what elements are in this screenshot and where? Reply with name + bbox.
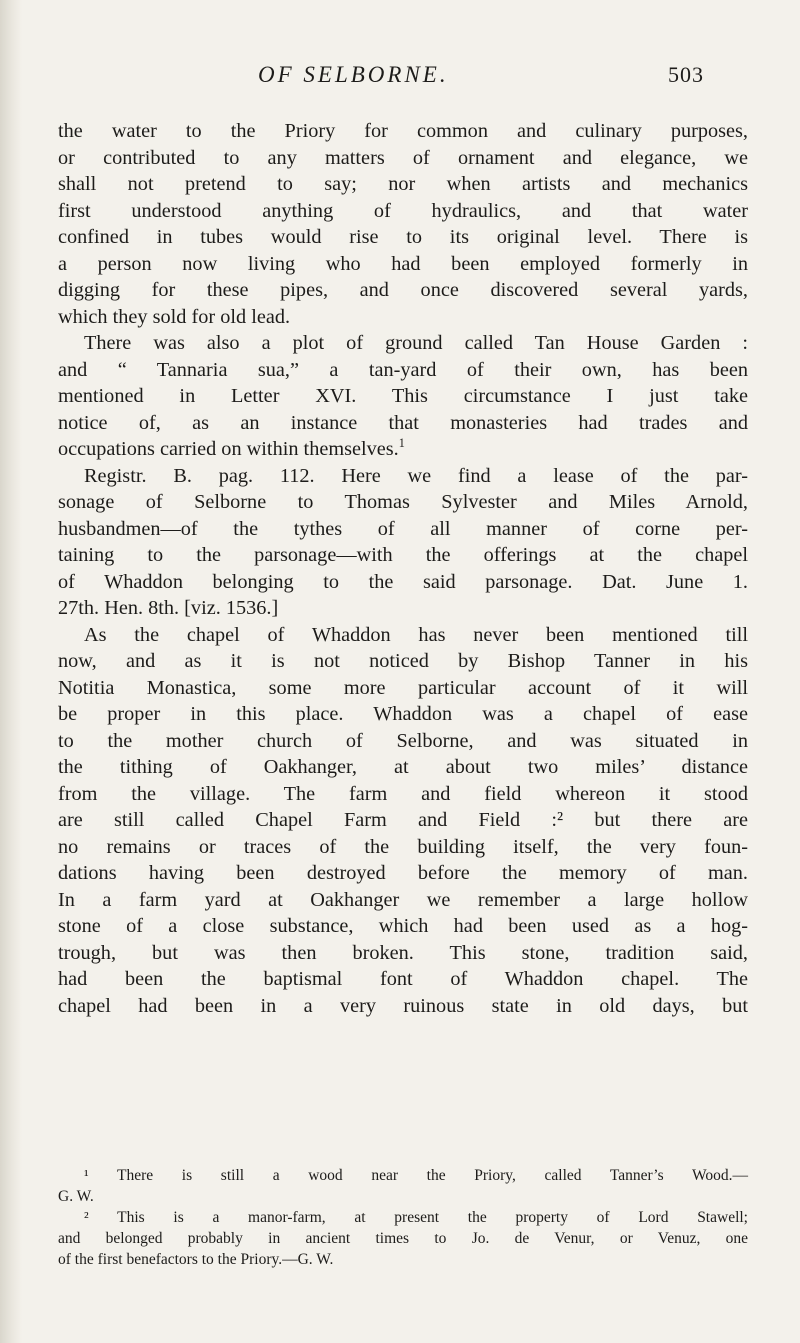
text-line-text: mentioned in Letter XVI. This circumstance I just take xyxy=(58,385,748,407)
footnote-line-text: ² This is a manor-farm, at present the property of Lord Stawell; xyxy=(84,1209,748,1226)
text-line-text: As the chapel of Whaddon has never been mentioned till xyxy=(84,623,748,646)
running-head-title: OF SELBORNE. xyxy=(258,62,449,87)
text-line-text: to the mother church of Selborne, and was situated in xyxy=(58,729,748,752)
text-line xyxy=(58,171,748,198)
text-line xyxy=(58,966,748,993)
text-line xyxy=(58,436,748,463)
text-line xyxy=(58,198,748,225)
text-line xyxy=(58,224,748,251)
footnote-marker: 1 xyxy=(398,436,405,451)
text-line xyxy=(58,542,748,569)
text-line-text: Registr. B. pag. 112. Here we find a lease of the par- xyxy=(84,464,748,487)
text-line xyxy=(58,781,748,808)
text-line xyxy=(58,489,748,516)
text-line xyxy=(58,304,748,331)
text-line xyxy=(58,383,748,410)
text-line-text: of Whaddon belonging to the said parsonage. Dat. June 1. xyxy=(58,570,748,593)
text-line-text: no remains or traces of the building itself, the very foun- xyxy=(58,835,748,858)
text-line xyxy=(58,569,748,596)
text-line-text: shall not pretend to say; nor when artists and mechanics xyxy=(58,173,748,195)
footnotes xyxy=(58,1165,748,1270)
text-line-text: first understood anything of hydraulics, and that water xyxy=(58,199,748,222)
text-line xyxy=(58,913,748,940)
text-line xyxy=(58,807,748,834)
text-line-text: chapel had been in a very ruinous state in old days, but xyxy=(58,994,748,1017)
page-number: 503 xyxy=(668,62,704,87)
text-line xyxy=(58,728,748,755)
text-line xyxy=(58,648,748,675)
text-line-text: husbandmen—of the tythes of all manner of corne per- xyxy=(58,517,748,540)
text-line-text: Notitia Monastica, some more particular account of it will xyxy=(58,676,748,699)
text-line-text: confined in tubes would rise to its original level. There is xyxy=(58,226,748,248)
text-line-text: had been the baptismal font of Whaddon chapel. The xyxy=(58,968,748,990)
text-line xyxy=(58,277,748,304)
text-line-text: are still called Chapel Farm and Field :² but there are xyxy=(58,809,748,831)
text-line xyxy=(58,887,748,914)
text-line xyxy=(58,145,748,172)
text-line xyxy=(58,251,748,278)
text-line-text: sonage of Selborne to Thomas Sylvester and Miles Arnold, xyxy=(58,491,748,513)
footnote-line-text: and belonged probably in ancient times to Jo. de Venur, or Venuz, one xyxy=(58,1230,748,1247)
text-line xyxy=(58,993,748,1020)
footnote-line xyxy=(58,1228,748,1249)
text-line xyxy=(58,595,748,622)
page-binding-shadow xyxy=(0,0,22,1343)
text-line-text: the water to the Priory for common and culinary purposes, xyxy=(58,120,748,142)
text-line xyxy=(58,357,748,384)
text-line xyxy=(58,410,748,437)
text-line-text: stone of a close substance, which had been used as a hog- xyxy=(58,915,748,937)
text-line xyxy=(58,701,748,728)
text-line-text: In a farm yard at Oakhanger we remember a large hollow xyxy=(58,888,748,911)
footnote-line xyxy=(58,1207,748,1228)
text-line-text: and “ Tannaria sua,” a tan-yard of their own, has been xyxy=(58,358,748,381)
text-line-text: 27th. Hen. 8th. [viz. 1536.] xyxy=(58,597,279,619)
text-line-text: or contributed to any matters of ornament and elegance, we xyxy=(58,146,748,169)
text-line xyxy=(58,463,748,490)
text-line xyxy=(58,940,748,967)
text-line-text: which they sold for old lead. xyxy=(58,305,291,328)
text-line xyxy=(58,860,748,887)
text-line-text: be proper in this place. Whaddon was a chapel of ease xyxy=(58,703,748,725)
text-line-text: notice of, as an instance that monasteries had trades and xyxy=(58,411,748,434)
text-line-text: occupations carried on within themselves. xyxy=(58,438,399,460)
footnote-line-text: of the first benefactors to the Priory.—G. W. xyxy=(58,1251,334,1268)
text-line xyxy=(58,754,748,781)
text-line xyxy=(58,516,748,543)
text-line-text: digging for these pipes, and once discovered several yards, xyxy=(58,279,748,301)
text-line xyxy=(58,834,748,861)
text-line-text: There was also a plot of ground called Tan House Garden : xyxy=(84,332,748,354)
text-line-text: the tithing of Oakhanger, at about two miles’ distance xyxy=(58,756,748,778)
footnote-line-text: ¹ There is still a wood near the Priory, called Tanner’s Wood.— xyxy=(84,1167,748,1184)
text-line-text: taining to the parsonage—with the offerings at the chapel xyxy=(58,544,748,566)
footnote-line xyxy=(58,1186,748,1207)
running-head xyxy=(0,62,800,98)
text-line xyxy=(58,330,748,357)
text-line-text: from the village. The farm and field whereon it stood xyxy=(58,782,748,805)
text-line-text: dations having been destroyed before the memory of man. xyxy=(58,862,748,884)
body-text xyxy=(58,118,748,1019)
text-line xyxy=(58,622,748,649)
text-line-text: now, and as it is not noticed by Bishop Tanner in his xyxy=(58,650,748,672)
text-line-text: trough, but was then broken. This stone, tradition said, xyxy=(58,941,748,964)
footnote-line xyxy=(58,1165,748,1186)
text-line-text: a person now living who had been employed formerly in xyxy=(58,252,748,275)
footnote-line-text: G. W. xyxy=(58,1188,94,1205)
text-line xyxy=(58,675,748,702)
text-line xyxy=(58,118,748,145)
footnote-line xyxy=(58,1249,748,1270)
